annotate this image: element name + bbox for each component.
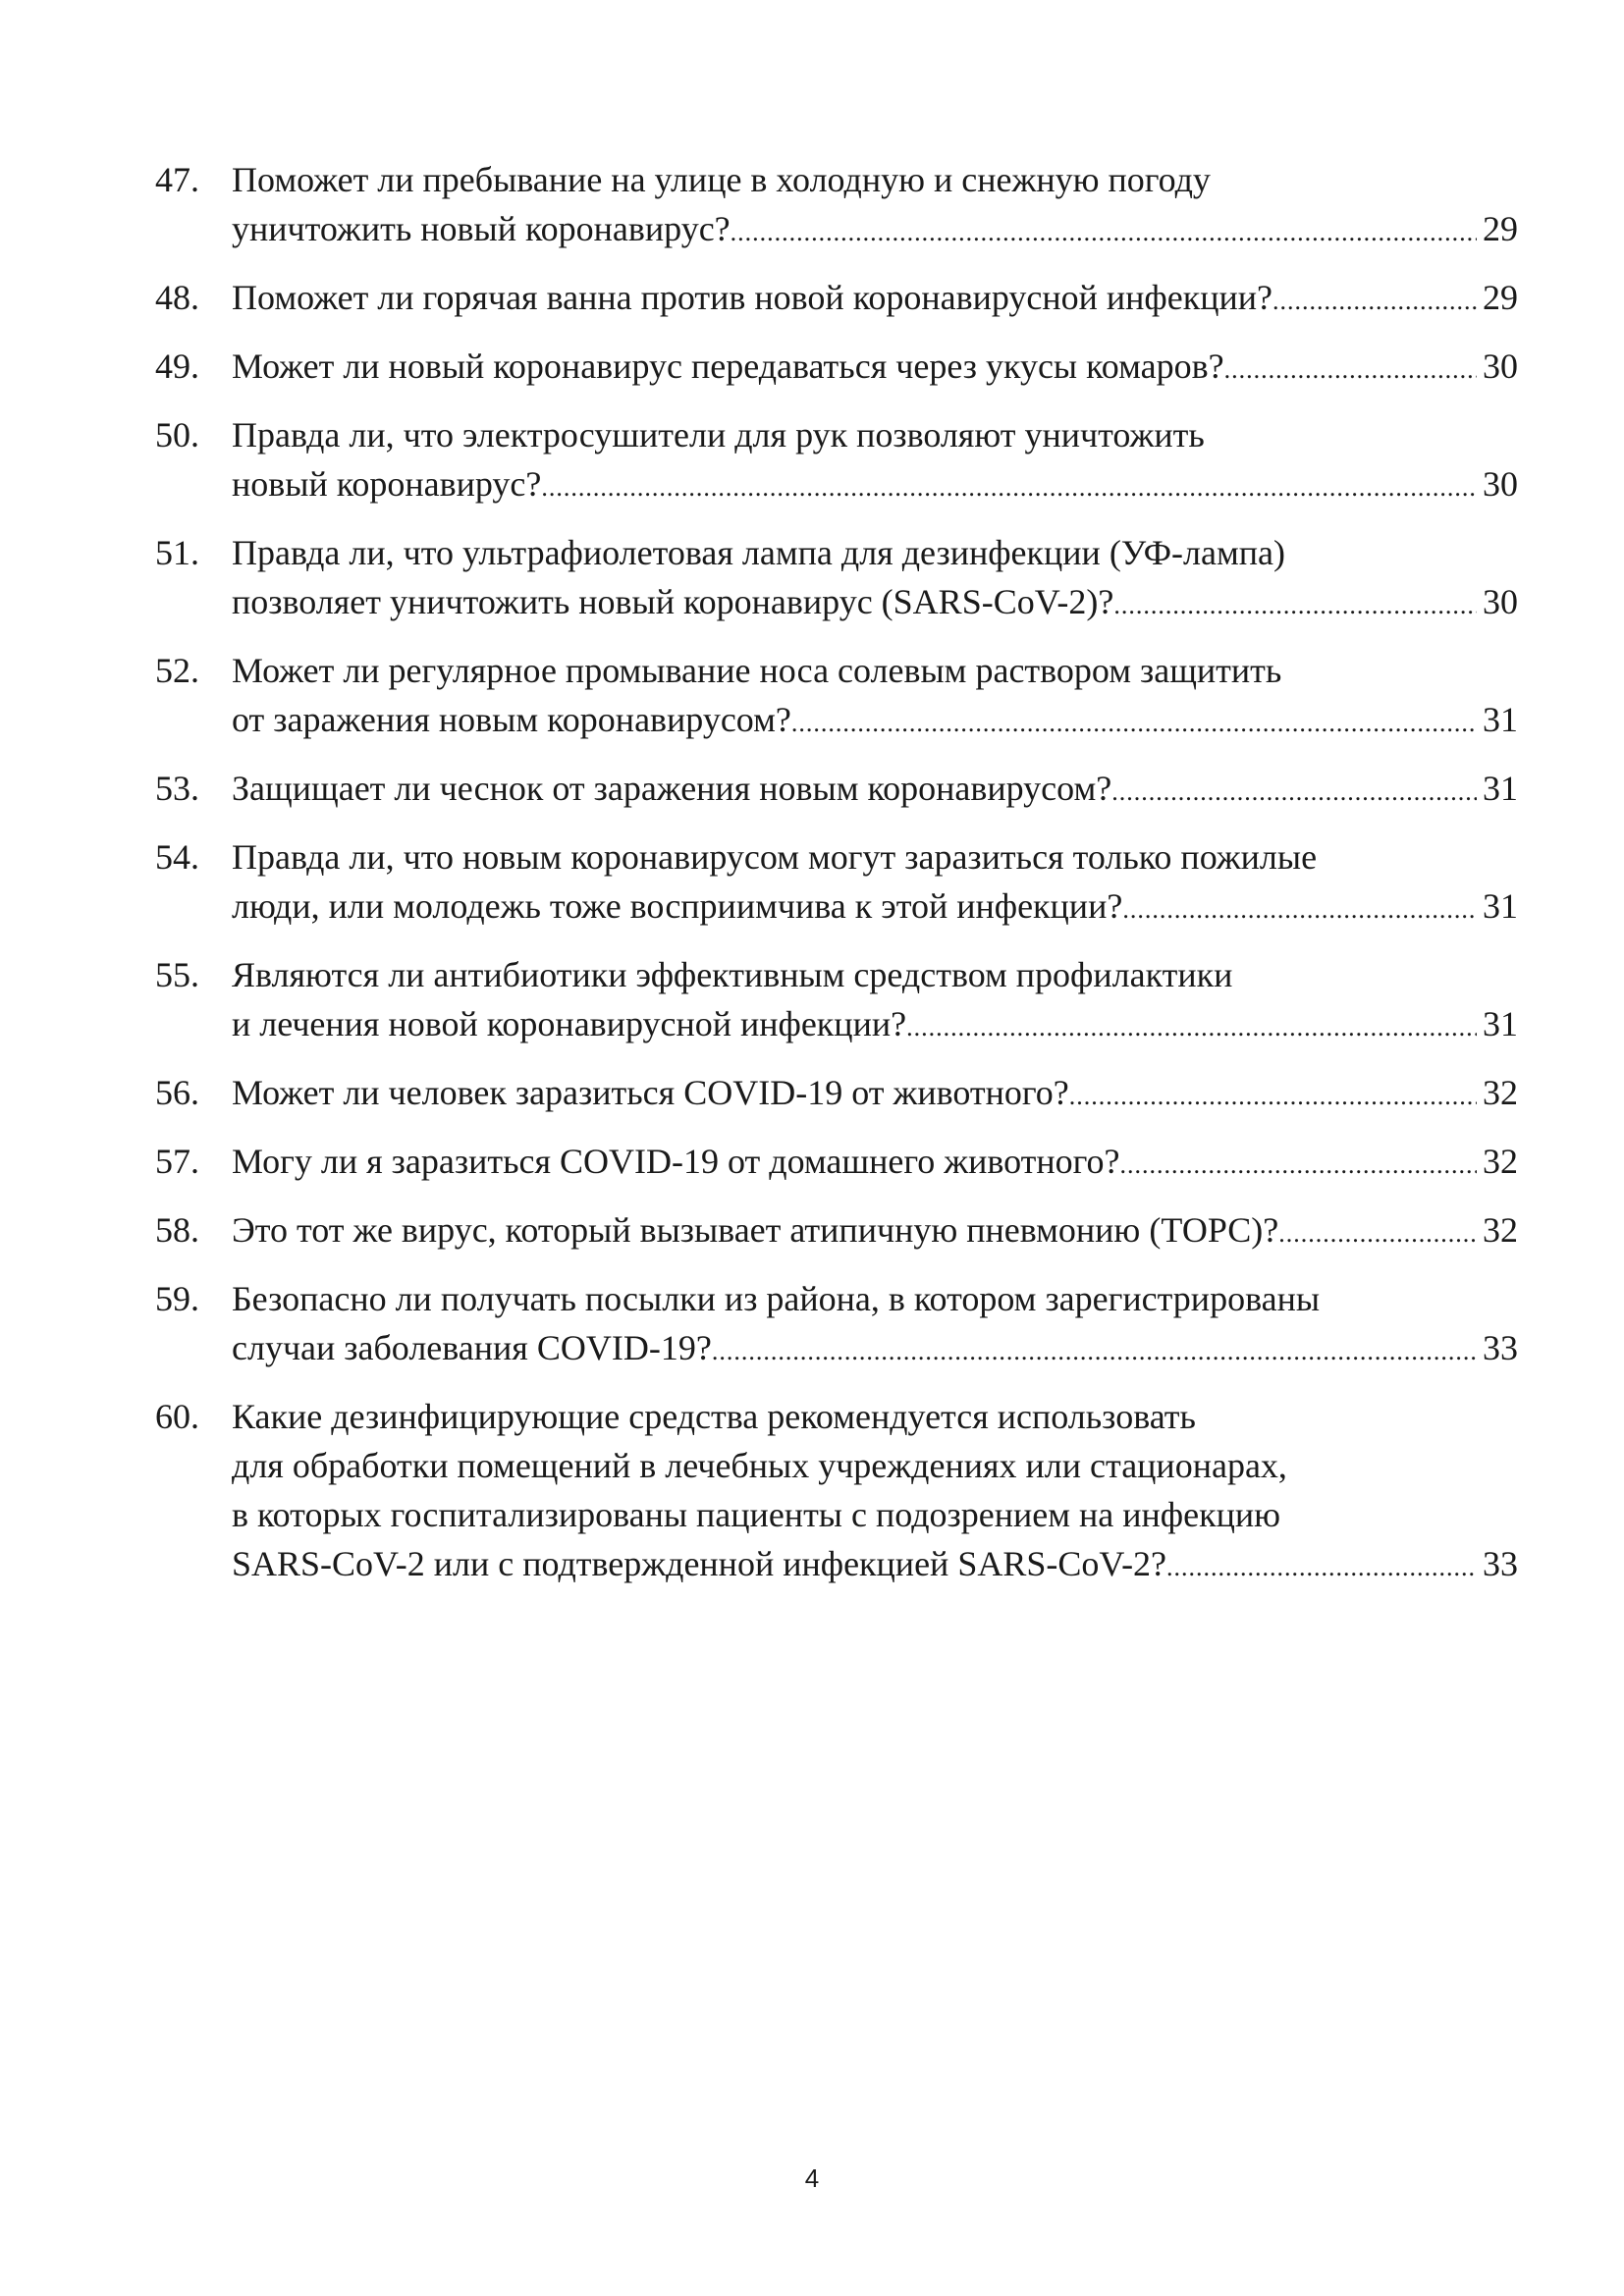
- toc-entry-title-line: Может ли человек заразиться COVID-19 от животного?: [232, 1073, 1069, 1112]
- dot-leader: [1166, 1543, 1477, 1592]
- toc-entry-body: [232, 1392, 1518, 1592]
- toc-entry-number: 54.: [155, 837, 199, 877]
- toc-entry-body: [232, 1137, 1518, 1190]
- toc-entry[interactable]: [155, 832, 1518, 934]
- dot-leader: [1111, 768, 1477, 817]
- toc-entry[interactable]: [155, 950, 1518, 1052]
- toc-entry-page-number: 31: [1483, 886, 1518, 926]
- toc-entry-number: 59.: [155, 1279, 199, 1318]
- toc-entry-last-line: [232, 1205, 1518, 1258]
- dot-leader: [1113, 581, 1477, 630]
- dot-leader: [1272, 277, 1477, 326]
- toc-entry-last-line: [232, 999, 1518, 1052]
- toc-entry-page-number: 32: [1483, 1073, 1518, 1112]
- toc-entry-page-number: 33: [1483, 1544, 1518, 1583]
- toc-entry-number: 51.: [155, 533, 199, 572]
- toc-entry-last-line: [232, 204, 1518, 257]
- toc-entry-page-number: 31: [1483, 1004, 1518, 1043]
- dot-leader: [1122, 885, 1477, 934]
- toc-entry-number: 49.: [155, 347, 199, 386]
- toc-entry-title-line: Поможет ли горячая ванна против новой коронавирусной инфекции?: [232, 278, 1272, 317]
- toc-entry-last-line: [232, 273, 1518, 326]
- toc-entry-number: 48.: [155, 278, 199, 317]
- toc-entry-title-line: для обработки помещений в лечебных учреждениях или стационарах,: [232, 1446, 1287, 1485]
- toc-entry-body: [232, 410, 1518, 512]
- toc-entry-last-line: [232, 1068, 1518, 1121]
- toc-entry[interactable]: [155, 764, 1518, 817]
- toc-entry-body: [232, 273, 1518, 326]
- toc-entry-title-line: Могу ли я заразиться COVID-19 от домашнего животного?: [232, 1142, 1120, 1181]
- toc-entry-title-line: SARS-CoV-2 или с подтвержденной инфекцией SARS-CoV-2?: [232, 1544, 1167, 1583]
- toc-entry-body: [232, 1274, 1518, 1376]
- toc-entry[interactable]: [155, 1205, 1518, 1258]
- toc-entry-number: 47.: [155, 160, 199, 199]
- toc-entry-last-line: [232, 1539, 1518, 1592]
- toc-entry-title-line: новый коронавирус?: [232, 464, 542, 504]
- toc-entry-title-line: Какие дезинфицирующие средства рекомендуется использовать: [232, 1397, 1196, 1436]
- toc-entry-title-line: Это тот же вирус, который вызывает атипичную пневмонию (ТОРС)?: [232, 1210, 1279, 1250]
- toc-entry-body: [232, 155, 1518, 257]
- toc-entry-title-line: и лечения новой коронавирусной инфекции?: [232, 1004, 907, 1043]
- toc-entry-body: [232, 832, 1518, 934]
- toc-entry-page-number: 32: [1483, 1142, 1518, 1181]
- toc-entry-page-number: 30: [1483, 347, 1518, 386]
- toc-entry[interactable]: [155, 1392, 1518, 1592]
- toc-entry-page-number: 31: [1483, 700, 1518, 739]
- dot-leader: [1224, 346, 1477, 395]
- toc-entry-last-line: [232, 1323, 1518, 1376]
- toc-entry-last-line: [232, 695, 1518, 748]
- toc-entry-body: [232, 764, 1518, 817]
- toc-entry-body: [232, 646, 1518, 748]
- dot-leader: [906, 1003, 1477, 1052]
- toc-entry[interactable]: [155, 1137, 1518, 1190]
- toc-entry-number: 53.: [155, 769, 199, 808]
- toc-entry-page-number: 30: [1483, 464, 1518, 504]
- toc-entry-page-number: 33: [1483, 1328, 1518, 1367]
- toc-entry-last-line: [232, 764, 1518, 817]
- toc-entry-title-line: Являются ли антибиотики эффективным средством профилактики: [232, 955, 1233, 994]
- toc-entry-title-line: Может ли новый коронавирус передаваться через укусы комаров?: [232, 347, 1224, 386]
- toc-entry-last-line: [232, 577, 1518, 630]
- toc-entry-body: [232, 1068, 1518, 1121]
- toc-entry-number: 52.: [155, 651, 199, 690]
- toc-entry-title-line: уничтожить новый коронавирус?: [232, 209, 731, 248]
- toc-entry[interactable]: [155, 1068, 1518, 1121]
- dot-leader: [791, 699, 1477, 748]
- toc-entry[interactable]: [155, 528, 1518, 630]
- dot-leader: [712, 1327, 1477, 1376]
- toc-entry-body: [232, 950, 1518, 1052]
- toc-entry-number: 60.: [155, 1397, 199, 1436]
- toc-entry-title-line: Может ли регулярное промывание носа солевым раствором защитить: [232, 651, 1282, 690]
- toc-entry-last-line: [232, 459, 1518, 512]
- toc-entry-title-line: Защищает ли чеснок от заражения новым коронавирусом?: [232, 769, 1112, 808]
- toc-entry[interactable]: [155, 1274, 1518, 1376]
- toc-entry-last-line: [232, 881, 1518, 934]
- toc-entry-page-number: 30: [1483, 582, 1518, 621]
- toc-entry-number: 50.: [155, 415, 199, 454]
- toc-entry-body: [232, 342, 1518, 395]
- toc-entry-title-line: позволяет уничтожить новый коронавирус (SARS-CoV-2)?: [232, 582, 1114, 621]
- toc-entry-page-number: 31: [1483, 769, 1518, 808]
- toc-entry-number: 55.: [155, 955, 199, 994]
- toc-entry-page-number: 32: [1483, 1210, 1518, 1250]
- toc-entry[interactable]: [155, 410, 1518, 512]
- dot-leader: [1278, 1209, 1477, 1258]
- toc-entry-title-line: Безопасно ли получать посылки из района, в котором зарегистрированы: [232, 1279, 1321, 1318]
- toc-entry-page-number: 29: [1483, 278, 1518, 317]
- toc-entry-title-line: в которых госпитализированы пациенты с подозрением на инфекцию: [232, 1495, 1280, 1534]
- dot-leader: [731, 208, 1477, 257]
- toc-entry-number: 58.: [155, 1210, 199, 1250]
- toc-entry-number: 56.: [155, 1073, 199, 1112]
- toc-entry-body: [232, 528, 1518, 630]
- toc-entry-last-line: [232, 1137, 1518, 1190]
- toc-entry[interactable]: [155, 646, 1518, 748]
- toc-entry-title-line: люди, или молодежь тоже восприимчива к этой инфекции?: [232, 886, 1123, 926]
- table-of-contents: [155, 155, 1518, 1608]
- toc-entry-body: [232, 1205, 1518, 1258]
- toc-entry-title-line: Правда ли, что новым коронавирусом могут заразиться только пожилые: [232, 837, 1318, 877]
- toc-entry[interactable]: [155, 273, 1518, 326]
- toc-entry-title-line: Поможет ли пребывание на улице в холодную и снежную погоду: [232, 160, 1211, 199]
- dot-leader: [541, 463, 1477, 512]
- toc-entry-title-line: Правда ли, что электросушители для рук позволяют уничтожить: [232, 415, 1205, 454]
- toc-entry-title-line: от заражения новым коронавирусом?: [232, 700, 791, 739]
- toc-entry[interactable]: [155, 155, 1518, 257]
- toc-entry-last-line: [232, 342, 1518, 395]
- toc-entry[interactable]: [155, 342, 1518, 395]
- toc-entry-number: 57.: [155, 1142, 199, 1181]
- dot-leader: [1069, 1072, 1477, 1121]
- page-number: 4: [804, 2163, 820, 2193]
- toc-entry-title-line: Правда ли, что ультрафиолетовая лампа для дезинфекции (УФ-лампа): [232, 533, 1286, 572]
- dot-leader: [1120, 1141, 1478, 1190]
- toc-entry-title-line: случаи заболевания COVID-19?: [232, 1328, 712, 1367]
- toc-entry-page-number: 29: [1483, 209, 1518, 248]
